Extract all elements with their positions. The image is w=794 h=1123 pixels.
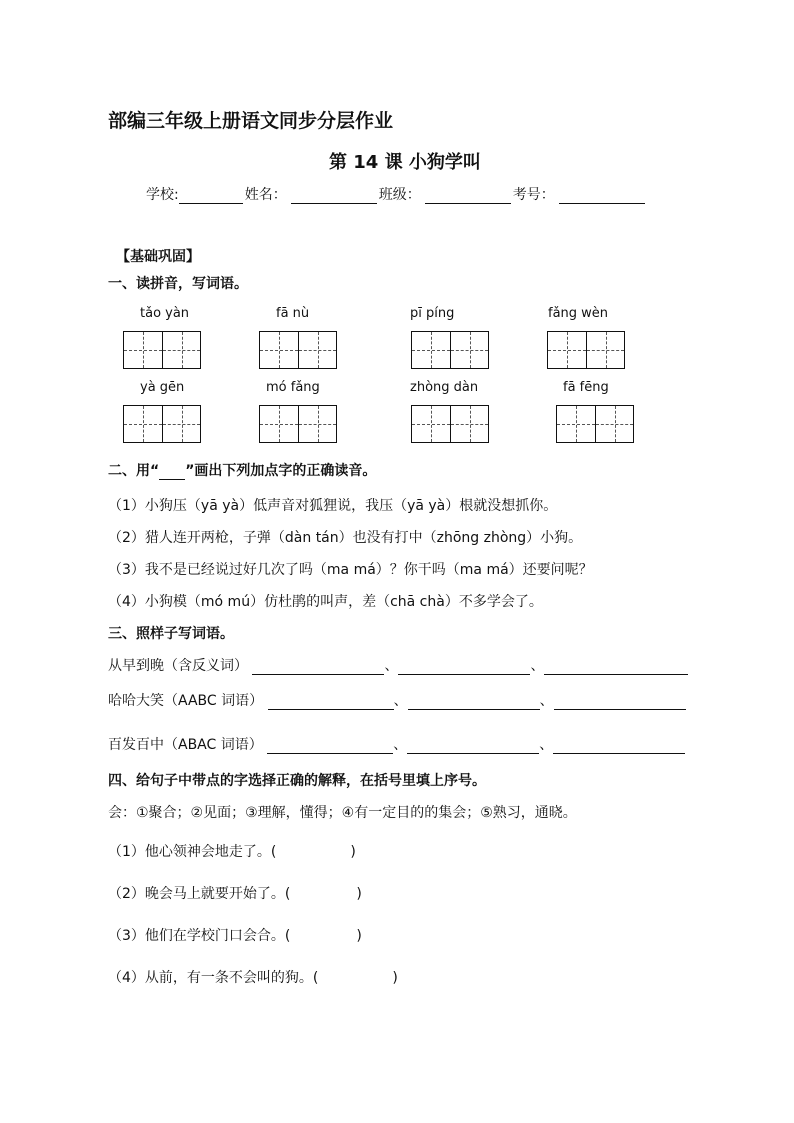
q2-item-1: （1）小狗压（yā yà）低声音对狐狸说，我压（yā yà）根就没想抓你。 xyxy=(108,498,558,514)
close-paren: ) xyxy=(356,928,362,944)
q4-definitions: 会：①聚合；②见面；③理解，懂得；④有一定目的的集会；⑤熟习，通晓。 xyxy=(108,805,577,821)
pinyin-8: fā fēng xyxy=(563,380,609,395)
q3-blank-2c[interactable] xyxy=(554,695,686,710)
separator: 、 xyxy=(393,737,408,753)
q4-sentence-4: （4）从前，有一条不会叫的狗。( xyxy=(108,970,319,986)
close-paren: ) xyxy=(392,970,398,986)
section-basic: 【基础巩固】 xyxy=(116,249,200,265)
pinyin-1: tǎo yàn xyxy=(140,306,190,321)
q3-row-3 xyxy=(108,734,685,754)
pinyin-7: zhòng dàn xyxy=(410,380,479,395)
underline-sample xyxy=(159,467,185,480)
separator: 、 xyxy=(539,737,554,753)
q3-blank-1a[interactable] xyxy=(252,660,384,675)
pinyin-4: fǎng wèn xyxy=(548,306,609,321)
q3-label-1: 从早到晚（含反义词） xyxy=(108,658,248,674)
name-blank[interactable] xyxy=(291,189,377,204)
separator: 、 xyxy=(384,658,399,674)
writing-grid-6[interactable] xyxy=(259,405,337,443)
exam-number-label: 考号： xyxy=(512,187,555,203)
q3-title: 三、照样子写词语。 xyxy=(108,626,234,642)
q3-row-2 xyxy=(108,690,686,710)
q4-item-2 xyxy=(108,883,362,903)
q4-sentence-1: （1）他心领神会地走了。( xyxy=(108,844,277,860)
q4-item-3 xyxy=(108,925,362,945)
pinyin-6: mó fǎng xyxy=(266,380,320,395)
q2-item-4: （4）小狗模（mó mú）仿杜鹃的叫声，差（chā chà）不多学会了。 xyxy=(108,594,543,610)
q3-blank-1c[interactable] xyxy=(544,660,688,675)
q4-item-1 xyxy=(108,841,356,861)
writing-grid-5[interactable] xyxy=(123,405,201,443)
separator: 、 xyxy=(530,658,545,674)
pinyin-5: yà gēn xyxy=(140,380,185,395)
q3-blank-1b[interactable] xyxy=(398,660,530,675)
separator: 、 xyxy=(539,693,554,709)
writing-grid-1[interactable] xyxy=(123,331,201,369)
school-blank[interactable] xyxy=(179,189,243,204)
q3-blank-2b[interactable] xyxy=(408,695,540,710)
q3-row-1 xyxy=(108,655,688,675)
q3-blank-2a[interactable] xyxy=(268,695,394,710)
q2-item-3: （3）我不是已经说过好几次了吗（ma má）？你干吗（ma má）还要问呢？ xyxy=(108,562,593,578)
lesson-title: 第 14 课 小狗学叫 xyxy=(329,152,481,173)
q2-title-pre: 二、用“ xyxy=(108,463,160,479)
q4-title: 四、给句子中带点的字选择正确的解释，在括号里填上序号。 xyxy=(108,773,486,789)
q2-title-post: ”画出下列加点字的正确读音。 xyxy=(185,463,377,479)
pinyin-2: fā nù xyxy=(276,306,310,321)
document-title: 部编三年级上册语文同步分层作业 xyxy=(108,110,394,132)
school-label: 学校: xyxy=(146,187,179,203)
q4-item-4 xyxy=(108,967,398,987)
q1-title: 一、读拼音，写词语。 xyxy=(108,276,248,292)
writing-grid-2[interactable] xyxy=(259,331,337,369)
exam-number-blank[interactable] xyxy=(559,189,645,204)
q3-blank-3b[interactable] xyxy=(407,739,539,754)
writing-grid-3[interactable] xyxy=(411,331,489,369)
writing-grid-8[interactable] xyxy=(556,405,634,443)
q3-label-2: 哈哈大笑（AABC 词语） xyxy=(108,693,264,709)
close-paren: ) xyxy=(350,844,356,860)
q4-sentence-2: （2）晚会马上就要开始了。( xyxy=(108,886,291,902)
writing-grid-7[interactable] xyxy=(411,405,489,443)
q3-blank-3c[interactable] xyxy=(553,739,685,754)
class-label: 班级： xyxy=(378,187,421,203)
q3-blank-3a[interactable] xyxy=(267,739,393,754)
close-paren: ) xyxy=(356,886,362,902)
student-info-row xyxy=(146,184,647,204)
writing-grid-4[interactable] xyxy=(547,331,625,369)
q4-sentence-3: （3）他们在学校门口会合。( xyxy=(108,928,291,944)
separator: 、 xyxy=(393,693,408,709)
q2-title xyxy=(108,460,376,480)
class-blank[interactable] xyxy=(425,189,511,204)
pinyin-3: pī píng xyxy=(410,306,455,321)
q3-label-3: 百发百中（ABAC 词语） xyxy=(108,737,263,753)
q2-item-2: （2）猎人连开两枪，子弹（dàn tán）也没有打中（zhōng zhòng）小狗。 xyxy=(108,530,583,546)
name-label: 姓名： xyxy=(244,187,287,203)
